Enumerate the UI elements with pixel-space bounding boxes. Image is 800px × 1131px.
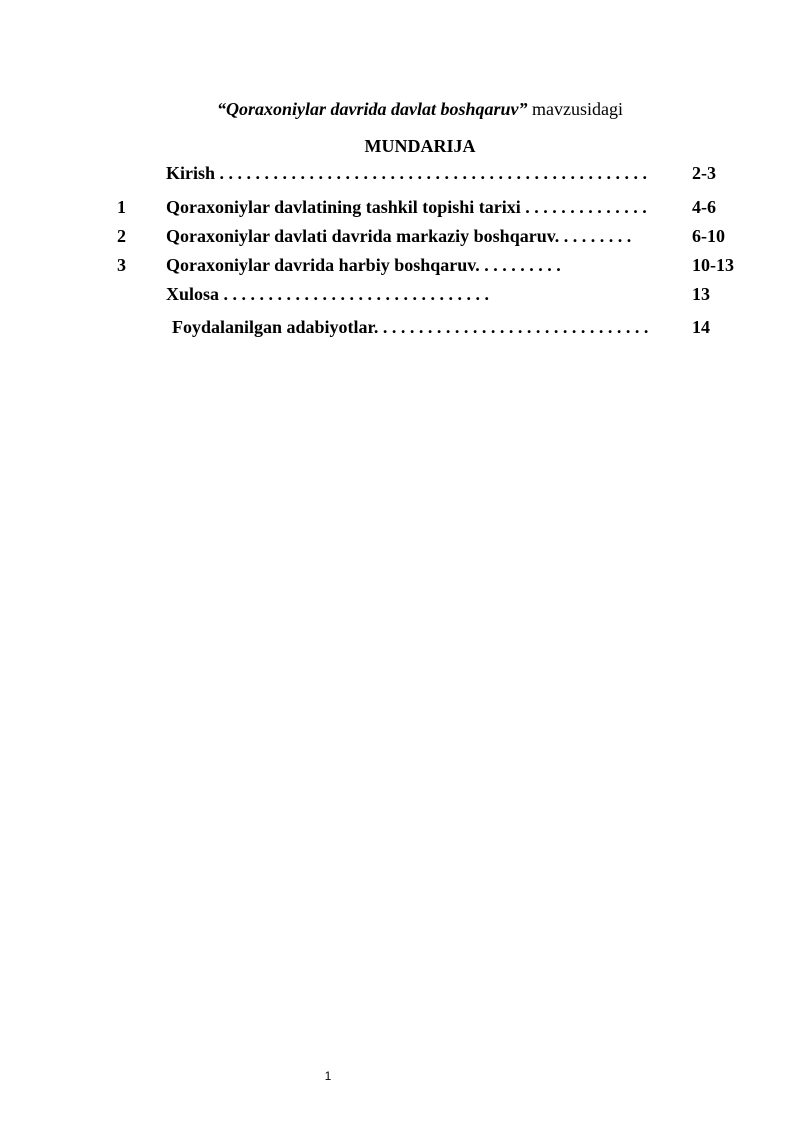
toc-entry-page: 10-13: [692, 255, 734, 275]
toc-entry-title: Qoraxoniylar davlatining tashkil topishi tarixi . . . . . . . . . . . . . .: [166, 197, 647, 217]
toc-entry-number: 2: [117, 226, 126, 246]
toc-entry-chapter-3: [0, 253, 800, 277]
toc-entry-intro: [0, 161, 800, 185]
toc-entry-chapter-1: [0, 195, 800, 219]
toc-entry-page: 14: [692, 317, 710, 337]
topic-suffix: mavzusidagi: [527, 99, 623, 119]
toc-entry-number: 1: [117, 197, 126, 217]
toc-entry-page: 13: [692, 284, 710, 304]
toc-entry-title: Qoraxoniylar davlati davrida markaziy boshqaruv. . . . . . . . .: [166, 226, 632, 246]
toc-entry-references: [0, 315, 800, 339]
toc-entry-title: Qoraxoniylar davrida harbiy boshqaruv. . . . . . . . . .: [166, 255, 561, 275]
toc-entry-title: Xulosa . . . . . . . . . . . . . . . . . . . . . . . . . . . . . .: [166, 284, 490, 304]
toc-entry-page: 4-6: [692, 197, 716, 217]
document-header: [0, 97, 800, 121]
page-number: 1: [324, 1069, 332, 1083]
toc-entry-title: Foydalanilgan adabiyotlar. . . . . . . . . . . . . . . . . . . . . . . . . . . . . . .: [172, 317, 649, 337]
toc-entry-chapter-2: [0, 224, 800, 248]
toc-entry-page: 6-10: [692, 226, 725, 246]
toc-entry-page: 2-3: [692, 163, 716, 183]
toc-entry-conclusion: [0, 282, 800, 306]
toc-entry-number: 3: [117, 255, 126, 275]
topic-title: “Qoraxoniylar davrida davlat boshqaruv”: [216, 99, 528, 119]
toc-title: MUNDARIJA: [364, 136, 476, 156]
toc-entry-title: Kirish . . . . . . . . . . . . . . . . . . . . . . . . . . . . . . . . . . . . . . . . . . . . . . . .: [166, 163, 648, 183]
